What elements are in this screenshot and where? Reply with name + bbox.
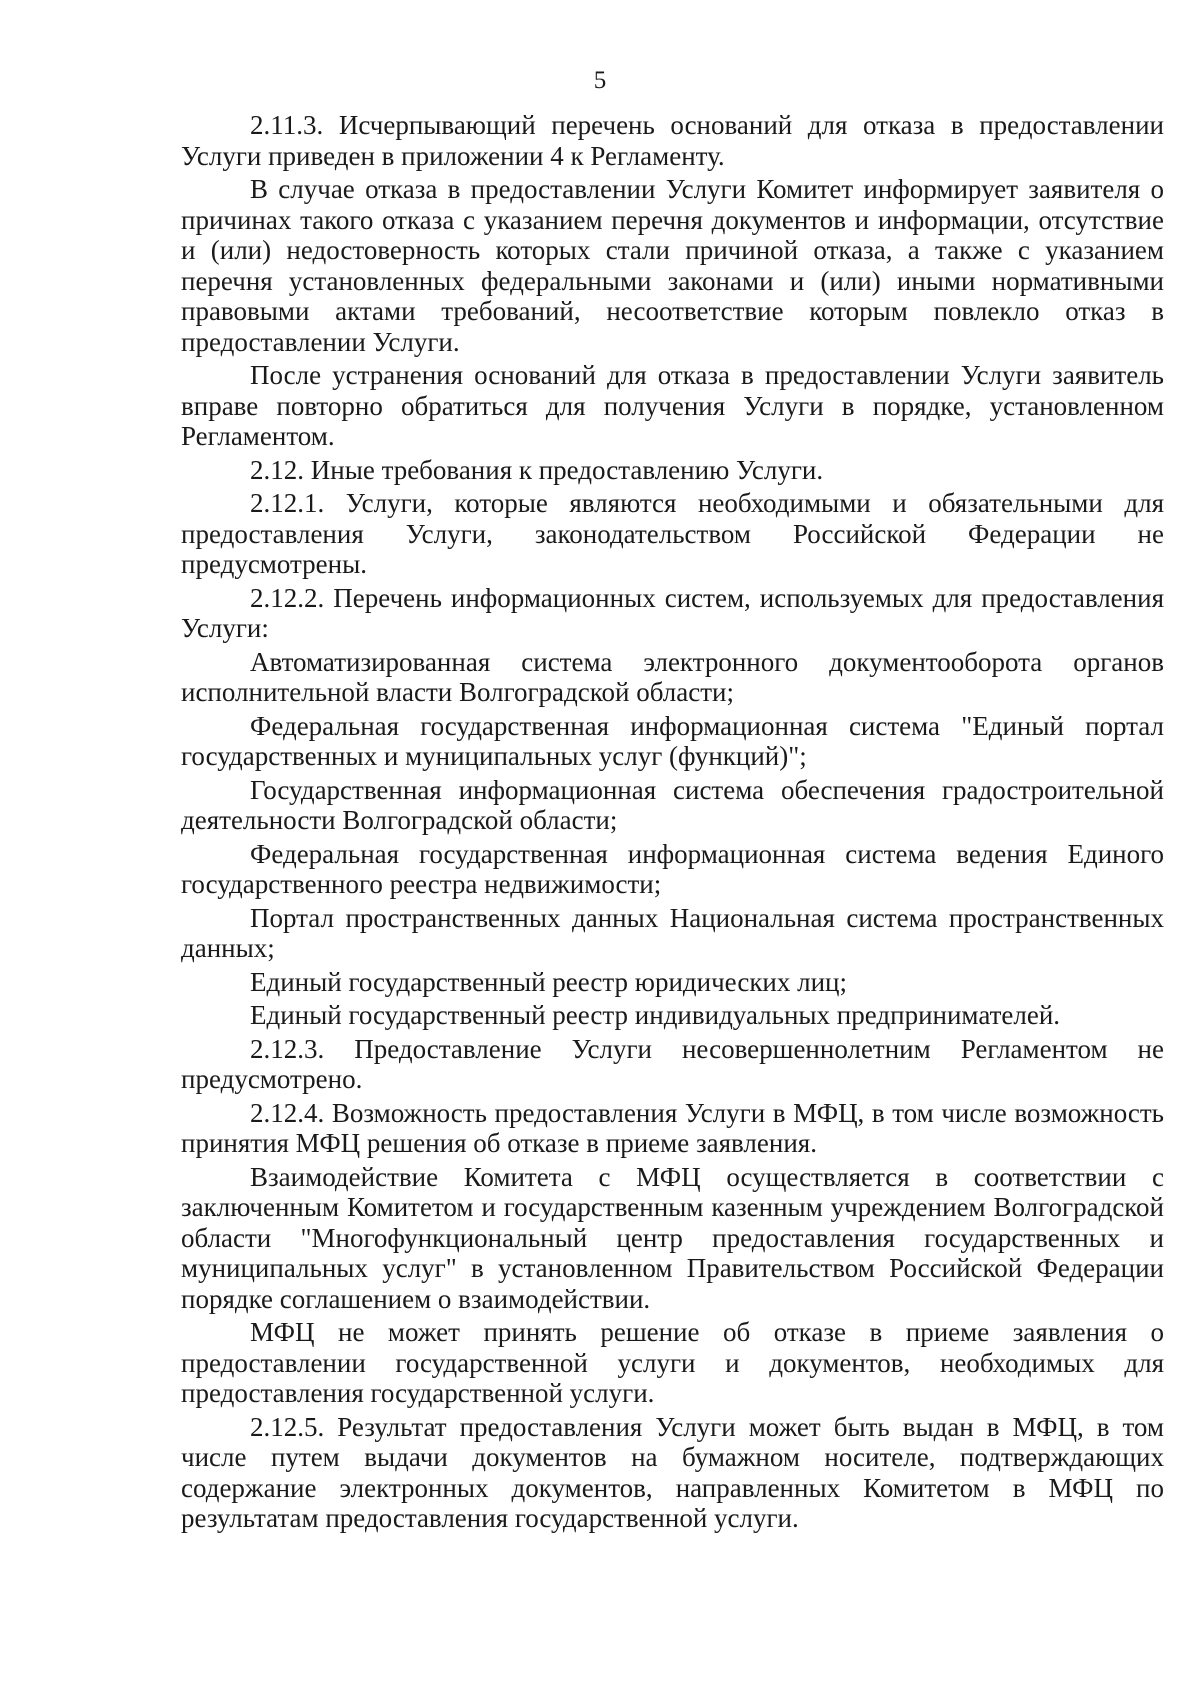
paragraph-refusal-notice: В случае отказа в предоставлении Услуги Комитет информирует заявителя о причинах такого отказа с указанием перечня документов и информации, отсутствие и (или) недостоверность которых стали причиной отказа, а также с указанием перечня установленных федеральными законами и (или) иными нормативными правовыми актами требований, несоответствие которым повлекло отказ в предоставлении Услуги. <box>181 174 1164 357</box>
list-item-isogd: Государственная информационная система обеспечения градостроительной деятельности Волгоградской области; <box>181 774 1164 835</box>
list-item-spatial-portal: Портал пространственных данных Национальная система пространственных данных; <box>181 902 1164 963</box>
list-item-egrn: Федеральная государственная информационная система ведения Единого государственного реестра недвижимости; <box>181 838 1164 899</box>
paragraph-mfc-interaction: Взаимодействие Комитета с МФЦ осуществляется в соответствии с заключенным Комитетом и государственным казенным учреждением Волгоградской области "Многофункциональный центр предоставления государственных и муниципальных услуг" в установленном Правительством Российской Федерации порядке соглашением о взаимодействии. <box>181 1161 1164 1314</box>
list-item-egrul: Единый государственный реестр юридических лиц; <box>250 966 848 997</box>
list-item-gosuslugi: Федеральная государственная информационная система "Единый портал государственных и муниципальных услуг (функций)"; <box>181 710 1164 771</box>
paragraph-2-12-3: 2.12.3. Предоставление Услуги несовершеннолетним Регламентом не предусмотрено. <box>181 1033 1164 1094</box>
document-body <box>181 110 1164 1534</box>
paragraph-2-12-4: 2.12.4. Возможность предоставления Услуги в МФЦ, в том числе возможность принятия МФЦ решения об отказе в приеме заявления. <box>181 1097 1164 1158</box>
paragraph-mfc-no-refusal: МФЦ не может принять решение об отказе в приеме заявления о предоставлении государственной услуги и документов, необходимых для предоставления государственной услуги. <box>181 1317 1164 1408</box>
paragraph-2-12-2: 2.12.2. Перечень информационных систем, используемых для предоставления Услуги: <box>181 582 1164 643</box>
paragraph-2-12: 2.12. Иные требования к предоставлению Услуги. <box>250 454 824 485</box>
paragraph-reapply: После устранения оснований для отказа в предоставлении Услуги заявитель вправе повторно обратиться для получения Услуги в порядке, установленном Регламентом. <box>181 360 1164 451</box>
paragraph-2-11-3: 2.11.3. Исчерпывающий перечень оснований для отказа в предоставлении Услуги приведен в приложении 4 к Регламенту. <box>181 110 1164 171</box>
list-item-egrip: Единый государственный реестр индивидуальных предпринимателей. <box>250 1000 1061 1030</box>
paragraph-2-12-1: 2.12.1. Услуги, которые являются необходимыми и обязательными для предоставления Услуги, законодательством Российской Федерации не предусмотрены. <box>181 488 1164 579</box>
paragraph-2-12-5: 2.12.5. Результат предоставления Услуги может быть выдан в МФЦ, в том числе путем выдачи документов на бумажном носителе, подтверждающих содержание электронных документов, направленных Комитетом в МФЦ по результатам предоставления государственной услуги. <box>181 1411 1164 1533</box>
page-number: 5 <box>593 67 607 94</box>
list-item-edms: Автоматизированная система электронного документооборота органов исполнительной власти Волгоградской области; <box>181 646 1164 707</box>
